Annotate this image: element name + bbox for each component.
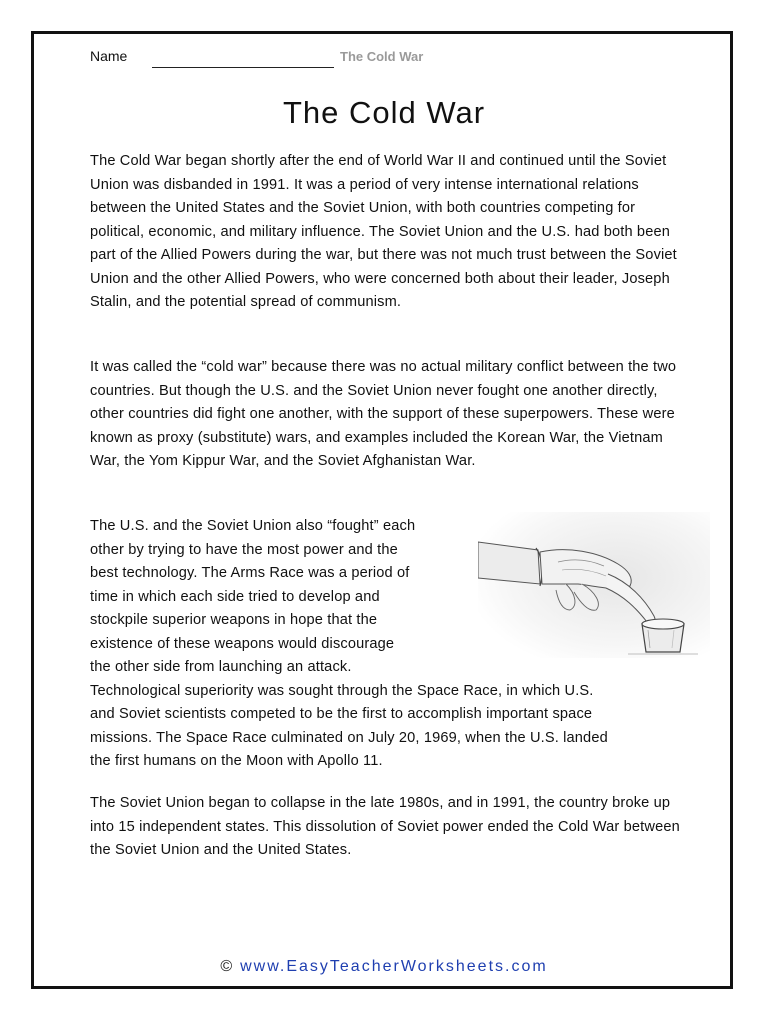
paragraph-collapse: The Soviet Union began to collapse in the late 1980s, and in 1991, the country broke up into 15 independent states. This dissolution of Soviet power ended the Cold War between the Soviet Union and the United States. [90,795,680,858]
website-link[interactable]: www.EasyTeacherWorksheets.com [240,958,548,975]
text-line: and Soviet scientists competed to be the first to accomplish important space [90,706,593,722]
text-line: the first humans on the Moon with Apollo 11. [90,753,383,769]
text-line: stockpile superior weapons in hope that the [90,612,378,628]
paragraph-intro: The Cold War began shortly after the end of World War II and continued until the Soviet Union was disbanded in 1991. It was a period of very intense international relations between the United States and the Soviet Union, with both countries competing for political, economic, and military influence. The Soviet Union and the U.S. had both been part of the Allied Powers during the war, but there was not much trust between the Soviet Union and the other Allied Powers, who were concerned both about their leader, Joseph Stalin, and the potential spread of communism. [90,153,677,310]
text-line: the other side from launching an attack. [90,659,352,675]
text-line: existence of these weapons would discourage [90,635,395,652]
text-line: time in which each side tried to develop and [90,588,380,605]
footer-credit [0,958,768,976]
hand-pressing-button-illustration [478,512,710,658]
page-title: The Cold War [282,95,486,130]
text-line: other by trying to have the most power and the [90,541,398,558]
worksheet-header-title: The Cold War [340,49,424,64]
copyright-symbol: © [220,958,235,975]
paragraph-proxy-wars: It was called the “cold war” because there was no actual military conflict between the two countries. But though the U.S. and the Soviet Union never fought one another directly, other countries did fight one another, with the support of these superpowers. These were known as proxy (substitute) wars, and examples included the Korean War, the Vietnam War, the Yom Kippur War, and the Soviet Afghanistan War. [90,359,677,469]
worksheet-header [90,48,490,70]
text-line: The U.S. and the Soviet Union also “fought” each [90,518,416,534]
text-line: missions. The Space Race culminated on July 20, 1969, when the U.S. landed [90,729,608,746]
name-label: Name [90,48,128,64]
name-input-line[interactable] [152,67,334,68]
text-line: best technology. The Arms Race was a period of [90,565,410,581]
text-line: Technological superiority was sought through the Space Race, in which U.S. [90,682,594,699]
